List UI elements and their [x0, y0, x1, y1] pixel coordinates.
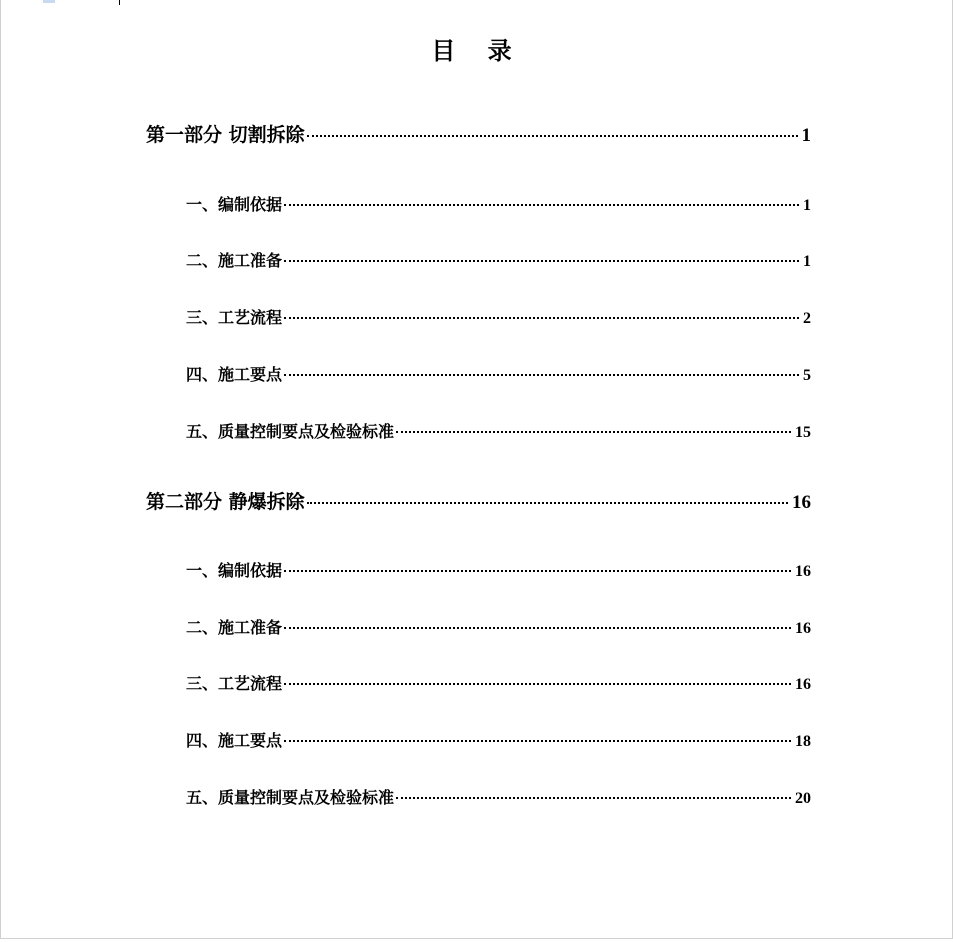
- toc-entry-1-3[interactable]: [186, 307, 811, 330]
- toc-dot-leader: [284, 374, 799, 376]
- toc-entry-label: 一、编制依据: [186, 195, 283, 214]
- toc-dot-leader: [284, 260, 799, 262]
- toc-entry-2-1[interactable]: [186, 560, 811, 583]
- toc-page-number: 16: [795, 676, 811, 693]
- toc-entry-label: 三、工艺流程: [186, 674, 283, 693]
- toc-entry-part-2[interactable]: [146, 490, 811, 515]
- toc-page-number: 1: [801, 125, 811, 146]
- toc-dot-leader: [396, 797, 791, 799]
- toc-entry-2-2[interactable]: [186, 617, 811, 640]
- toc-entry-2-3[interactable]: [186, 673, 811, 696]
- toc-entry-label: 三、工艺流程: [186, 308, 283, 327]
- toc-entry-2-5[interactable]: [186, 787, 811, 810]
- toc-entry-label: 四、施工要点: [186, 731, 283, 750]
- toc-dot-leader: [396, 431, 791, 433]
- toc-entry-1-4[interactable]: [186, 364, 811, 387]
- toc-entry-label: 五、质量控制要点及检验标准: [186, 422, 395, 441]
- page-corner-marker: [43, 0, 55, 3]
- toc-dot-leader: [284, 740, 791, 742]
- toc-entry-1-5[interactable]: [186, 421, 811, 444]
- toc-page-number: 16: [795, 620, 811, 637]
- toc-dot-leader: [284, 683, 791, 685]
- toc-dot-leader: [307, 135, 798, 137]
- toc-page-number: 1: [803, 253, 811, 270]
- toc-page-number: 16: [795, 563, 811, 580]
- toc-page-number: 20: [795, 790, 811, 807]
- toc-title: 目 录: [431, 36, 524, 65]
- toc-dot-leader: [284, 627, 791, 629]
- toc-dot-leader: [284, 317, 799, 319]
- toc-page-number: 5: [803, 367, 811, 384]
- toc-entry-label: 五、质量控制要点及检验标准: [186, 788, 395, 807]
- toc-entry-label: 四、施工要点: [186, 365, 283, 384]
- toc-entry-label: 一、编制依据: [186, 561, 283, 580]
- toc-dot-leader: [307, 502, 788, 504]
- toc-entry-label: 第一部分 切割拆除: [146, 124, 305, 146]
- toc-page-number: 2: [803, 310, 811, 327]
- toc-dot-leader: [284, 570, 791, 572]
- toc-entry-2-4[interactable]: [186, 730, 811, 753]
- toc-entry-label: 二、施工准备: [186, 618, 283, 637]
- text-cursor: [119, 0, 120, 5]
- toc-entry-label: 二、施工准备: [186, 251, 283, 270]
- toc-dot-leader: [284, 204, 799, 206]
- toc-page-number: 15: [795, 424, 811, 441]
- toc-entry-1-2[interactable]: [186, 250, 811, 273]
- toc-page-number: 16: [792, 492, 811, 513]
- toc-entry-1-1[interactable]: [186, 194, 811, 217]
- toc-entry-label: 第二部分 静爆拆除: [146, 491, 305, 513]
- toc-page-number: 1: [803, 197, 811, 214]
- toc-entry-part-1[interactable]: [146, 123, 811, 148]
- toc-page-number: 18: [795, 733, 811, 750]
